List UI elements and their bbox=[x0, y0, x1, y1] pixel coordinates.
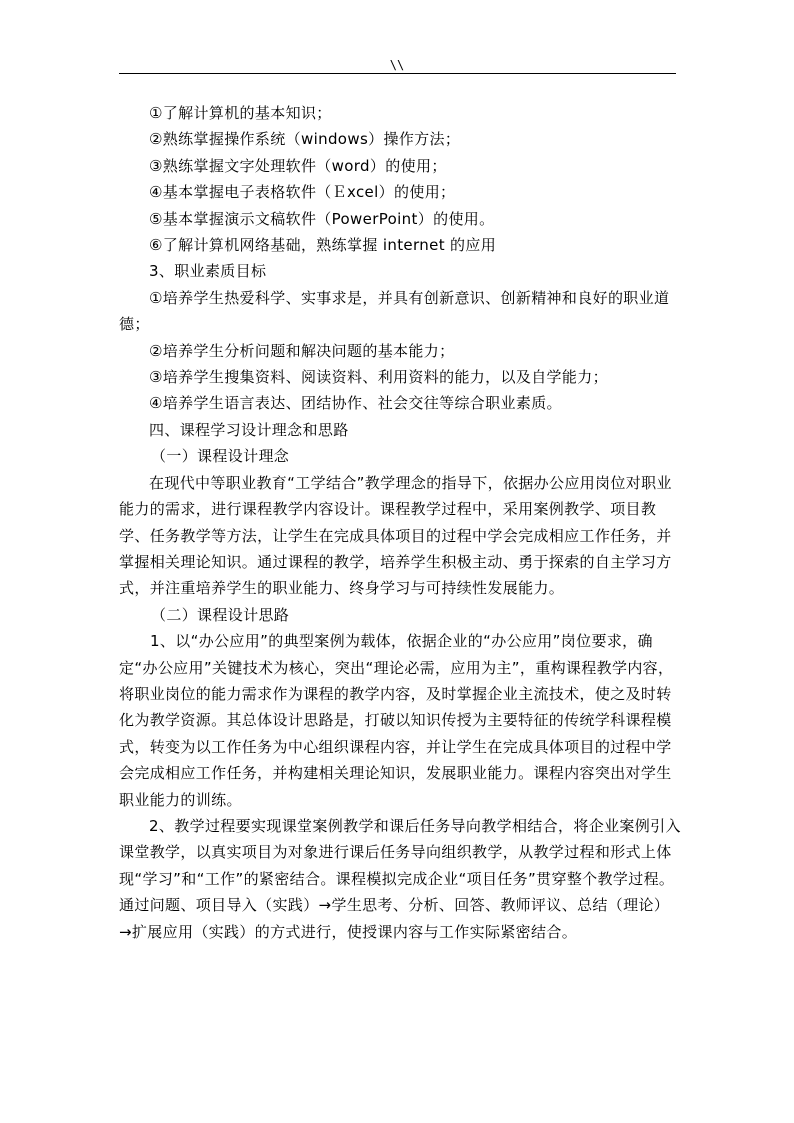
knowledge-goal-6: ⑥了解计算机网络基础，熟练掌握 internet 的应用 bbox=[149, 236, 497, 255]
quality-goal-2: ②培养学生分析问题和解决问题的基本能力； bbox=[149, 341, 455, 360]
quality-goal-1: ①培养学生热爱科学、实事求是，并具有创新意识、创新精神和良好的职业道德； bbox=[119, 288, 670, 334]
subheading-design-approach: （二）课程设计思路 bbox=[151, 605, 290, 624]
knowledge-goal-3: ③熟练掌握文字处理软件（word）的使用； bbox=[149, 156, 447, 175]
document-body bbox=[119, 100, 681, 945]
quality-goal-4: ④培养学生语言表达、团结协作、社会交往等综合职业素质。 bbox=[149, 394, 562, 413]
design-approach-paragraph-1: 1、以“办公应用”的典型案例为载体，依据企业的“办公应用”岗位要求，确定“办公应用”关键技术为核心，突出“理论必需，应用为主”，重构课程教学内容，将职业岗位的能力需求作为课程的教学内容，及时掌握企业主流技术，使之及时转化为教学资源。其总体设计思路是，打破以知识传授为主要特征的传统学科课程模式，转变为以工作任务为中心组织课程内容，并让学生在完成具体项目的过程中学会完成相应工作任务，并构建相关理论知识，发展职业能力。课程内容突出对学生职业能力的训练。 bbox=[119, 632, 674, 809]
header-rule bbox=[119, 73, 676, 74]
subheading-design-concept: （一）课程设计理念 bbox=[151, 447, 290, 466]
knowledge-goal-5: ⑤基本掌握演示文稿软件（PowerPoint）的使用。 bbox=[149, 209, 495, 228]
section-heading-professional-quality: 3、职业素质目标 bbox=[149, 262, 267, 281]
page-header-mark: \\ bbox=[389, 58, 405, 72]
section-heading-design-concept: 四、课程学习设计理念和思路 bbox=[149, 420, 349, 439]
design-concept-paragraph: 在现代中等职业教育“工学结合”教学理念的指导下，依据办公应用岗位对职业能力的需求，进行课程教学内容设计。课程教学过程中，采用案例教学、项目教学、任务教学等方法，让学生在完成具体项目的过程中学会完成相应工作任务，并掌握相关理论知识。通过课程的教学，培养学生积极主动、勇于探索的自主学习方式，并注重培养学生的职业能力、终身学习与可持续性发展能力。 bbox=[119, 473, 672, 598]
knowledge-goal-4: ④基本掌握电子表格软件（Ｅxcel）的使用； bbox=[149, 183, 456, 202]
quality-goal-3: ③培养学生搜集资料、阅读资料、利用资料的能力，以及自学能力； bbox=[149, 368, 608, 387]
knowledge-goal-1: ①了解计算机的基本知识； bbox=[149, 104, 332, 122]
knowledge-goal-2: ②熟练掌握操作系统（windows）操作方法； bbox=[149, 130, 461, 149]
design-approach-paragraph-2: 2、教学过程要实现课堂案例教学和课后任务导向教学相结合，将企业案例引入课堂教学，以真实项目为对象进行课后任务导向组织教学，从教学过程和形式上体现“学习”和“工作”的紧密结合。课程模拟完成企业“项目任务”贯穿整个教学过程。通过问题、项目导入（实践）→学生思考、分析、回答、教师评议、总结（理论）→扩展应用（实践）的方式进行，使授课内容与工作实际紧密结合。 bbox=[119, 816, 681, 941]
